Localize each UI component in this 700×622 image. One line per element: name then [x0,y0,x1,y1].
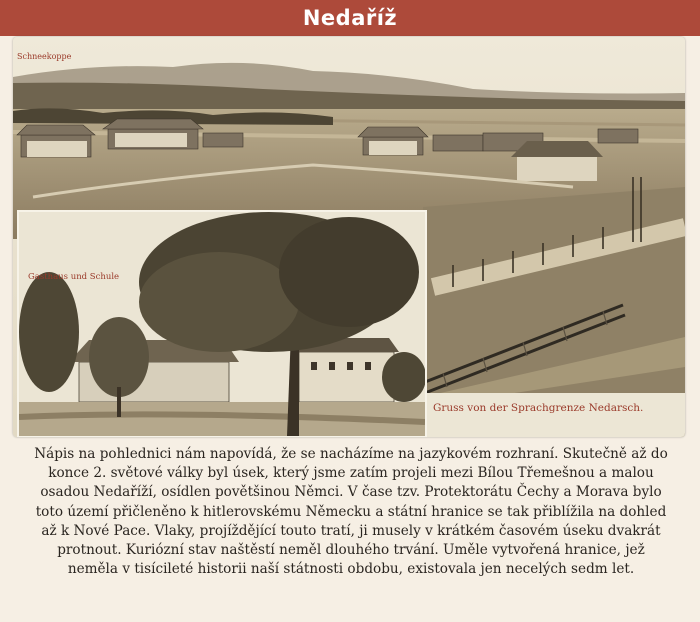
postcard-image [13,37,685,437]
inset-illustration [19,212,425,436]
title-banner [0,0,700,36]
article-line: protnout. Kuriózní stav naštěstí neměl dlouhého trvání. Uměle vytvořená hranice, jež [57,542,645,559]
caption-greeting: Gruss von der Sprachgrenze Nedarsch. [433,402,644,414]
article-line: Nápis na pohlednici nám napovídá, že se nacházíme na jazykovém rozhraní. Skutečně až do [34,446,668,462]
article-line: neměla v tisícileté historii naší státnosti obdobu, existovala jen necelých sedm let. [67,561,635,578]
inset-photo [17,210,427,437]
article-line: osadou Nedaříží, osídlen povětšinou Němci. V čase tzv. Protektorátu Čechy a Morava bylo [40,484,662,501]
article-text [18,445,684,579]
article-line: konce 2. světové války byl úsek, který jsme zatím projeli mezi Bílou Třemešnou a malou [48,465,654,482]
page-title: Nedaříž [302,6,398,30]
article-line: toto území přičleněno k hitlerovskému Německu a státní hranice se tak přiblížila na dohled [35,503,667,520]
caption-gasthaus: Gasthaus und Schule [28,272,120,282]
article-line: až k Nové Pace. Vlaky, projíždějící touto tratí, ji musely v krátkém časovém úseku dvakrát [41,522,661,539]
caption-schneekoppe: Schneekoppe [17,52,72,61]
